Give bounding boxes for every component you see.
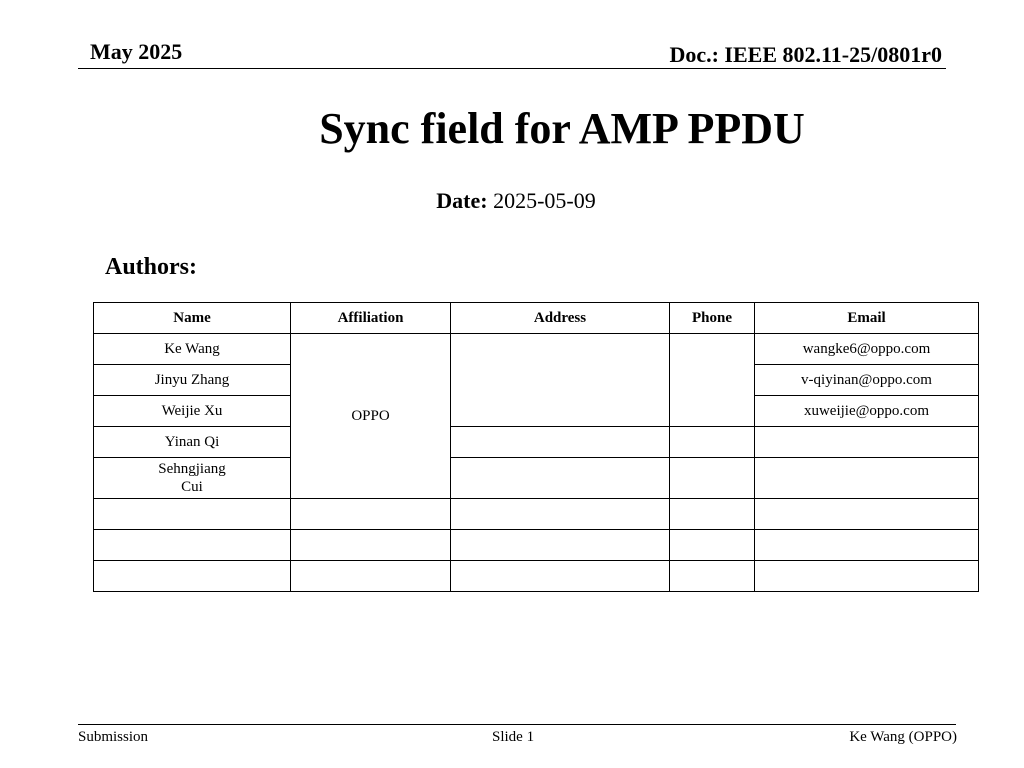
author-name: [94, 458, 291, 499]
authors-heading: Authors:: [105, 254, 198, 280]
date-value: 2025-05-09: [493, 188, 596, 213]
author-name-line1: Sehngjiang: [158, 461, 226, 477]
author-phone: [670, 334, 755, 427]
author-address: [451, 427, 670, 458]
footer-author: Ke Wang (OPPO): [849, 729, 957, 745]
header-date: May 2025: [90, 39, 183, 64]
empty-cell: [94, 561, 291, 592]
author-address: [451, 334, 670, 427]
table-row-empty: [94, 530, 979, 561]
author-affiliation: OPPO: [291, 334, 451, 499]
col-header-email: Email: [755, 303, 979, 334]
authors-table: [93, 302, 979, 592]
author-name-line2: Cui: [181, 479, 203, 495]
empty-cell: [451, 561, 670, 592]
empty-cell: [670, 561, 755, 592]
col-header-address: Address: [451, 303, 670, 334]
empty-cell: [94, 499, 291, 530]
empty-cell: [670, 530, 755, 561]
table-row: [94, 334, 979, 365]
table-header-row: [94, 303, 979, 334]
table-row: [94, 427, 979, 458]
slide-title: Sync field for AMP PPDU: [319, 104, 805, 153]
empty-cell: [94, 530, 291, 561]
author-name: Yinan Qi: [94, 427, 291, 458]
col-header-affiliation: Affiliation: [291, 303, 451, 334]
date-line: [0, 187, 1024, 215]
header-divider: [78, 68, 946, 69]
footer-slide-number: Slide 1: [492, 729, 535, 745]
col-header-phone: Phone: [670, 303, 755, 334]
author-email: [755, 458, 979, 499]
author-email: xuweijie@oppo.com: [755, 396, 979, 427]
empty-cell: [451, 530, 670, 561]
author-phone: [670, 458, 755, 499]
header-doc-id: Doc.: IEEE 802.11-25/0801r0: [669, 42, 942, 67]
col-header-name: Name: [94, 303, 291, 334]
empty-cell: [755, 530, 979, 561]
date-label: Date:: [436, 188, 488, 213]
author-name: Weijie Xu: [94, 396, 291, 427]
footer-submission: Submission: [78, 729, 149, 745]
empty-cell: [291, 530, 451, 561]
author-email: [755, 427, 979, 458]
author-phone: [670, 427, 755, 458]
author-address: [451, 458, 670, 499]
empty-cell: [291, 561, 451, 592]
empty-cell: [291, 499, 451, 530]
empty-cell: [451, 499, 670, 530]
table-row-empty: [94, 499, 979, 530]
author-name: Jinyu Zhang: [94, 365, 291, 396]
table-row: [94, 458, 979, 499]
footer-divider: [78, 724, 956, 725]
empty-cell: [755, 499, 979, 530]
table-row-empty: [94, 561, 979, 592]
author-name: Ke Wang: [94, 334, 291, 365]
empty-cell: [755, 561, 979, 592]
author-email: wangke6@oppo.com: [755, 334, 979, 365]
empty-cell: [670, 499, 755, 530]
author-email: v-qiyinan@oppo.com: [755, 365, 979, 396]
